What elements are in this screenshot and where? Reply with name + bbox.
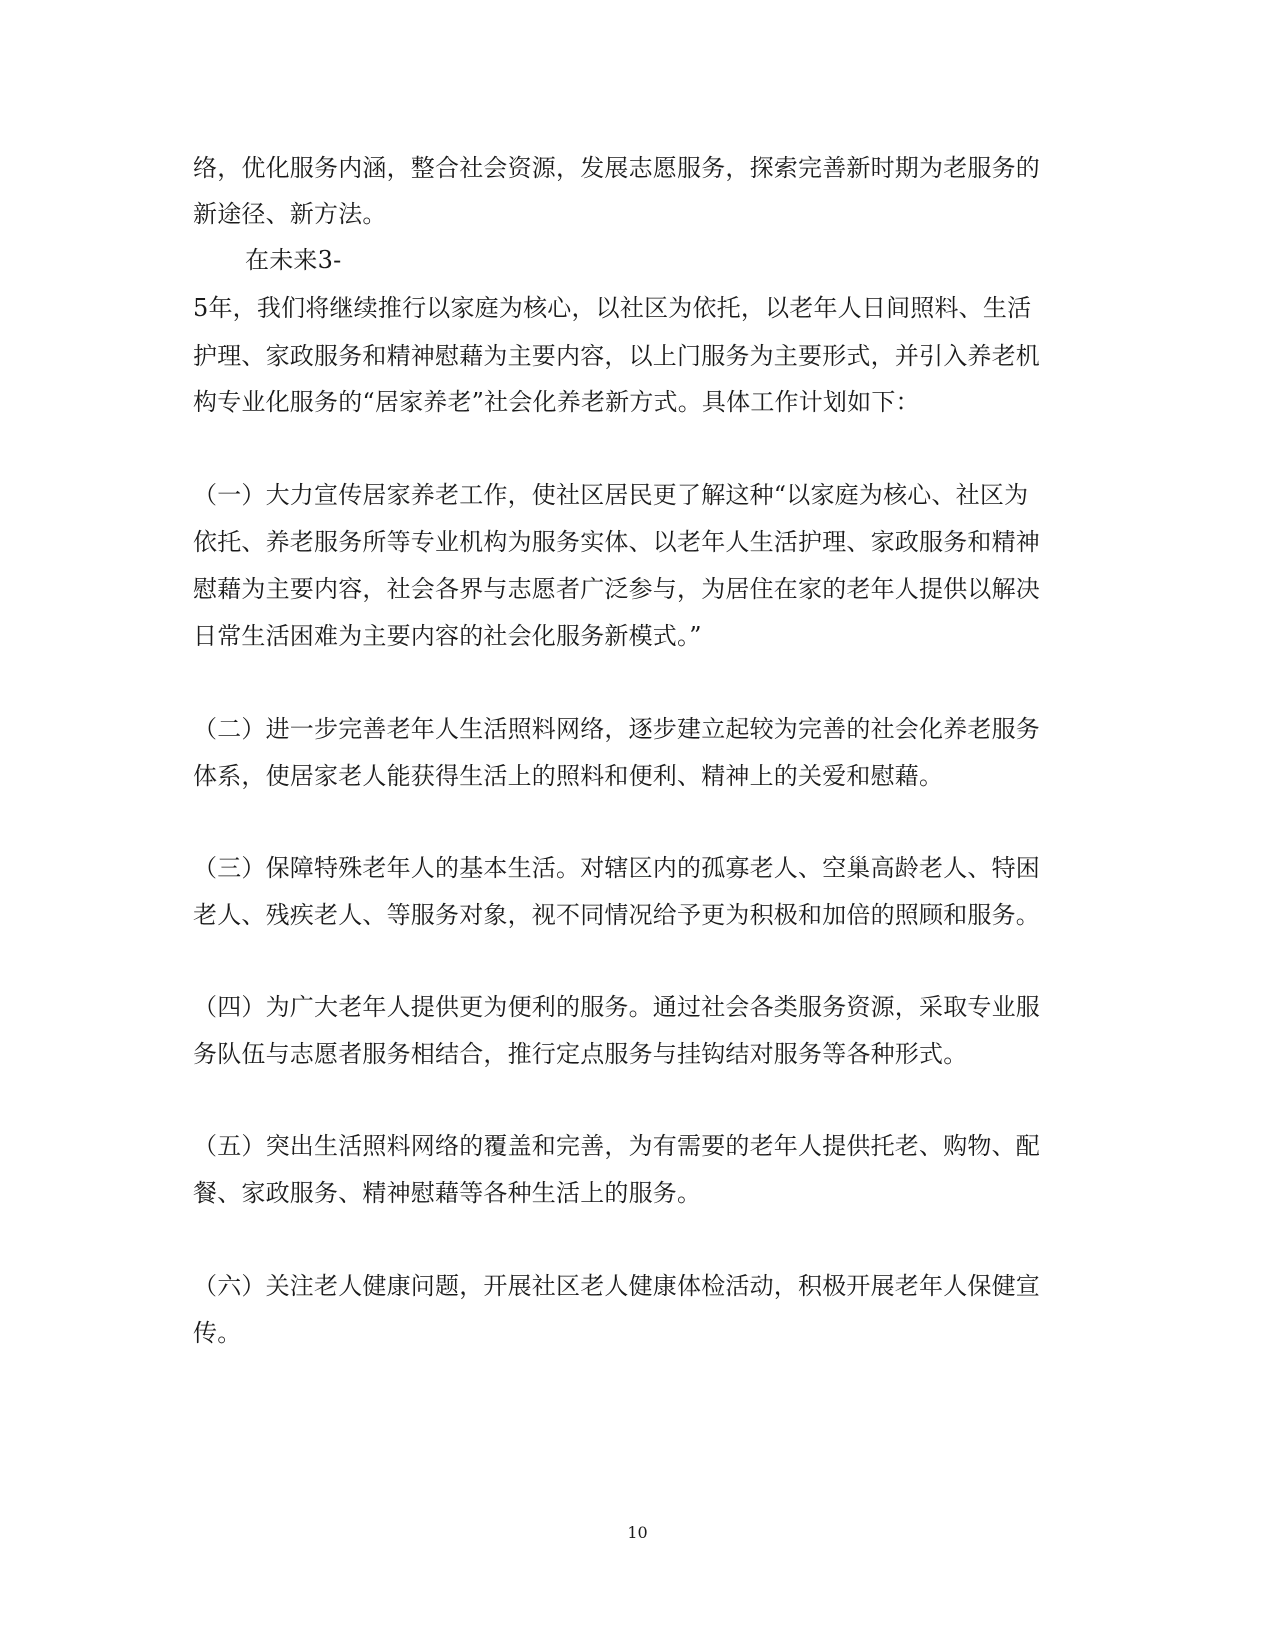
list-item-4-line: 务队伍与志愿者服务相结合，推行定点服务与挂钩结对服务等各种形式。 xyxy=(193,1040,968,1068)
paragraph-line: 构专业化服务的“居家养老”社会化养老新方式。具体工作计划如下： xyxy=(193,388,920,416)
paragraph-line: 络，优化服务内涵，整合社会资源，发展志愿服务，探索完善新时期为老服务的 xyxy=(193,154,1040,182)
paragraph-line: 护理、家政服务和精神慰藉为主要内容，以上门服务为主要形式，并引入养老机 xyxy=(193,342,1040,370)
list-item-1-line: 依托、养老服务所等专业机构为服务实体、以老年人生活护理、家政服务和精神 xyxy=(193,528,1040,556)
page-number: 10 xyxy=(627,1523,648,1542)
list-item-2-line: （二）进一步完善老年人生活照料网络，逐步建立起较为完善的社会化养老服务 xyxy=(193,715,1040,743)
paragraph-line: 5年，我们将继续推行以家庭为核心，以社区为依托，以老年人日间照料、生活 xyxy=(193,294,1032,322)
list-item-6-line: （六）关注老人健康问题，开展社区老人健康体检活动，积极开展老年人保健宣 xyxy=(193,1272,1040,1300)
list-item-1-line: （一）大力宣传居家养老工作，使社区居民更了解这种“以家庭为核心、社区为 xyxy=(193,481,1029,509)
list-item-6-line: 传。 xyxy=(193,1319,242,1347)
list-item-5-line: 餐、家政服务、精神慰藉等各种生活上的服务。 xyxy=(193,1179,702,1207)
paragraph-line: 新途径、新方法。 xyxy=(193,200,387,228)
list-item-1-line: 日常生活困难为主要内容的社会化服务新模式。” xyxy=(193,622,702,650)
list-item-3-line: 老人、残疾老人、等服务对象，视不同情况给予更为积极和加倍的照顾和服务。 xyxy=(193,901,1040,929)
list-item-3-line: （三）保障特殊老年人的基本生活。对辖区内的孤寡老人、空巢高龄老人、特困 xyxy=(193,854,1040,882)
list-item-5-line: （五）突出生活照料网络的覆盖和完善，为有需要的老年人提供托老、购物、配 xyxy=(193,1132,1040,1160)
list-item-1-line: 慰藉为主要内容，社会各界与志愿者广泛参与，为居住在家的老年人提供以解决 xyxy=(193,575,1040,603)
list-item-2-line: 体系，使居家老人能获得生活上的照料和便利、精神上的关爱和慰藉。 xyxy=(193,762,944,790)
paragraph-line: 在未来3- xyxy=(245,246,342,274)
list-item-4-line: （四）为广大老年人提供更为便利的服务。通过社会各类服务资源，采取专业服 xyxy=(193,993,1040,1021)
